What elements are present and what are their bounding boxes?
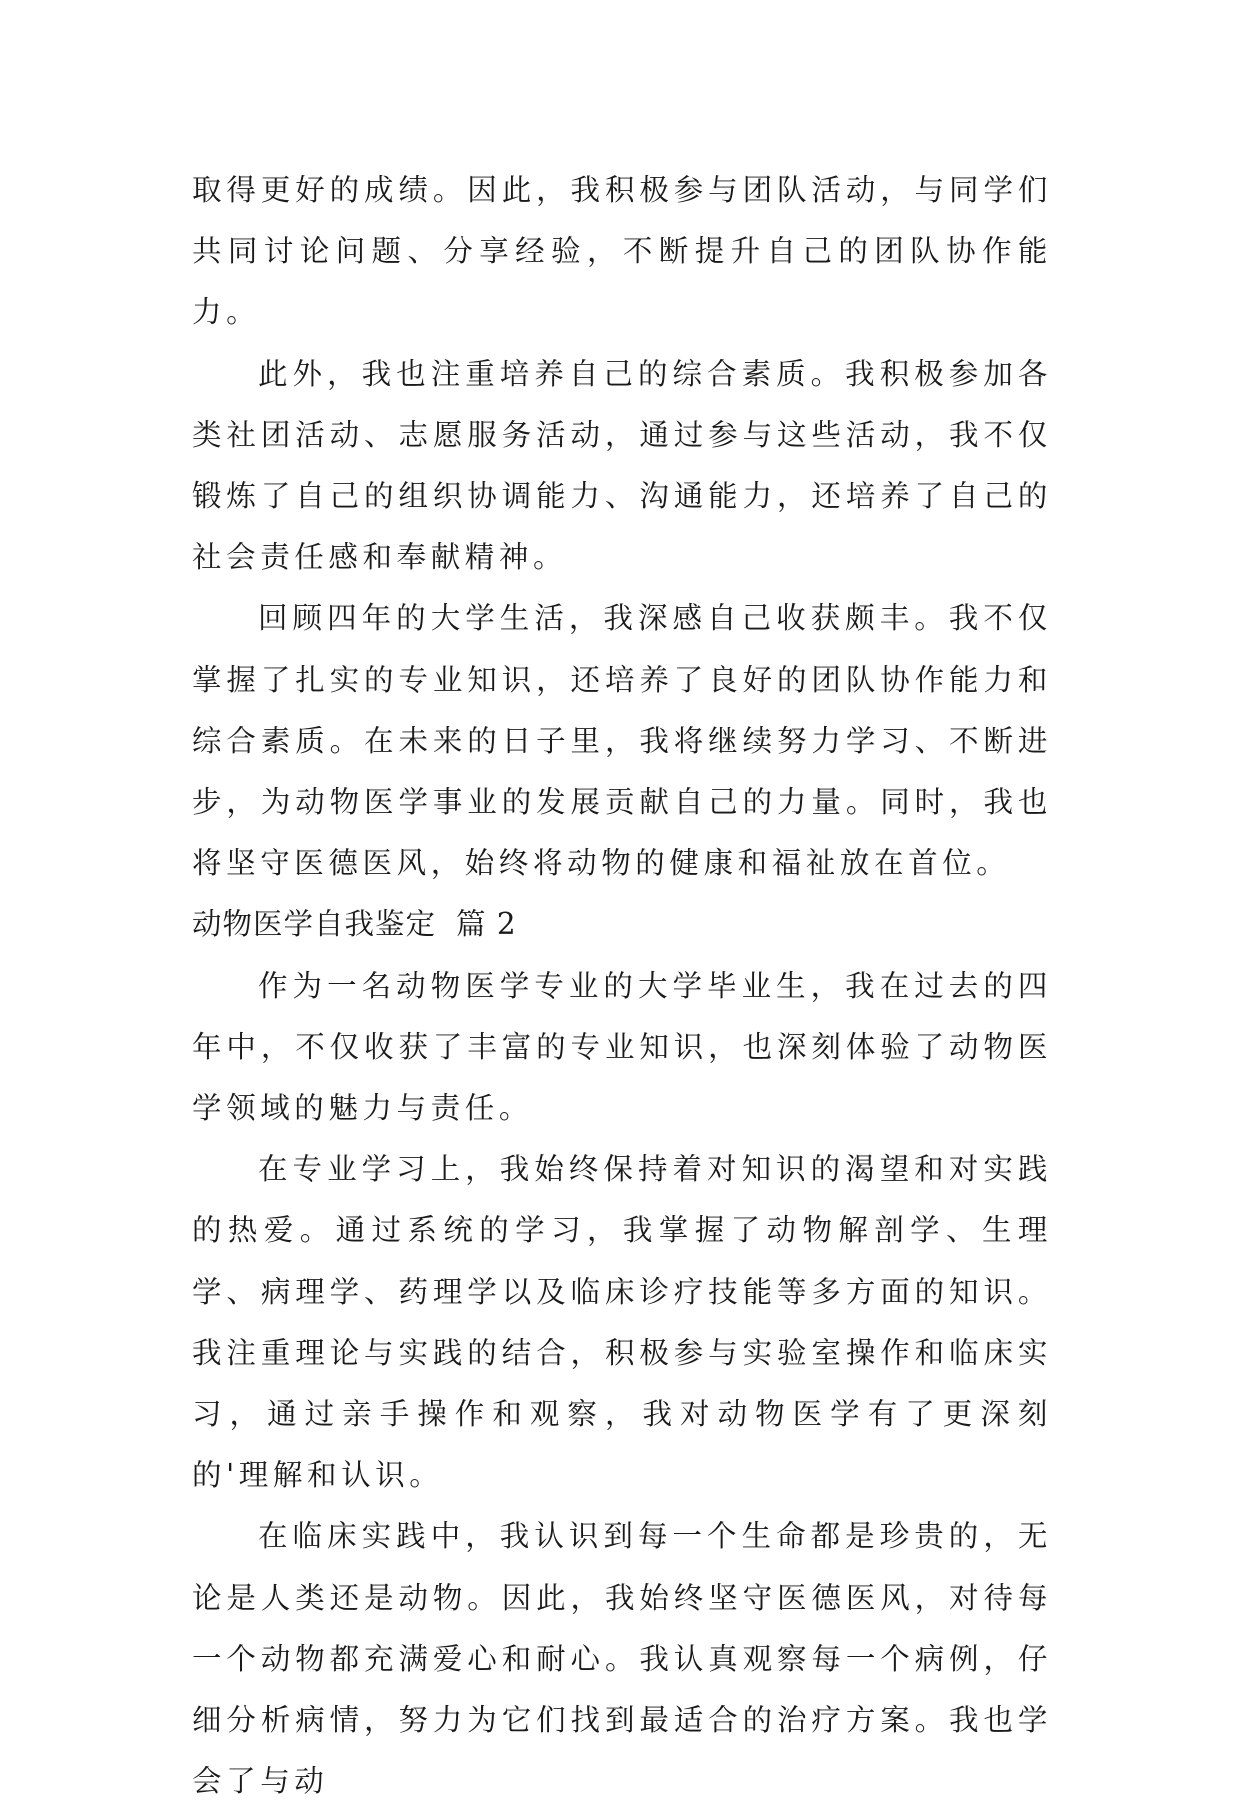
section-heading [192, 894, 1052, 955]
section-heading-part: 篇 2 [456, 907, 517, 942]
paragraph-review: 回顾四年的大学生活，我深感自己收获颇丰。我不仅掌握了扎实的专业知识，还培养了良好的团队协作能力和综合素质。在未来的日子里，我将继续努力学习、不断进步，为动物医学事业的发展贡献自己的力量。同时，我也将坚守医德医风，始终将动物的健康和福祉放在首位。 [192, 601, 1052, 881]
paragraph-intro: 作为一名动物医学专业的大学毕业生，我在过去的四年中，不仅收获了丰富的专业知识，也深刻体验了动物医学领域的魅力与责任。 [192, 968, 1052, 1126]
section-heading-title: 动物医学自我鉴定 [192, 907, 437, 942]
paragraph-clinical: 在临床实践中，我认识到每一个生命都是珍贵的，无论是人类还是动物。因此，我始终坚守医德医风，对待每一个动物都充满爱心和耐心。我认真观察每一个病例，仔细分析病情，努力为它们找到最适合的治疗方案。我也学会了与动 [192, 1519, 1052, 1799]
paragraph-study: 在专业学习上，我始终保持着对知识的渴望和对实践的热爱。通过系统的学习，我掌握了动物解剖学、生理学、病理学、药理学以及临床诊疗技能等多方面的知识。我注重理论与实践的结合，积极参与实验室操作和临床实习，通过亲手操作和观察，我对动物医学有了更深刻的'理解和认识。 [192, 1152, 1052, 1493]
document-body [192, 160, 1052, 1812]
continued-paragraph: 取得更好的成绩。因此，我积极参与团队活动，与同学们共同讨论问题、分享经验，不断提升自己的团队协作能力。 [192, 173, 1052, 330]
paragraph-overall-quality: 此外，我也注重培养自己的综合素质。我积极参加各类社团活动、志愿服务活动，通过参与这些活动，我不仅锻炼了自己的组织协调能力、沟通能力，还培养了自己的社会责任感和奉献精神。 [192, 356, 1052, 575]
